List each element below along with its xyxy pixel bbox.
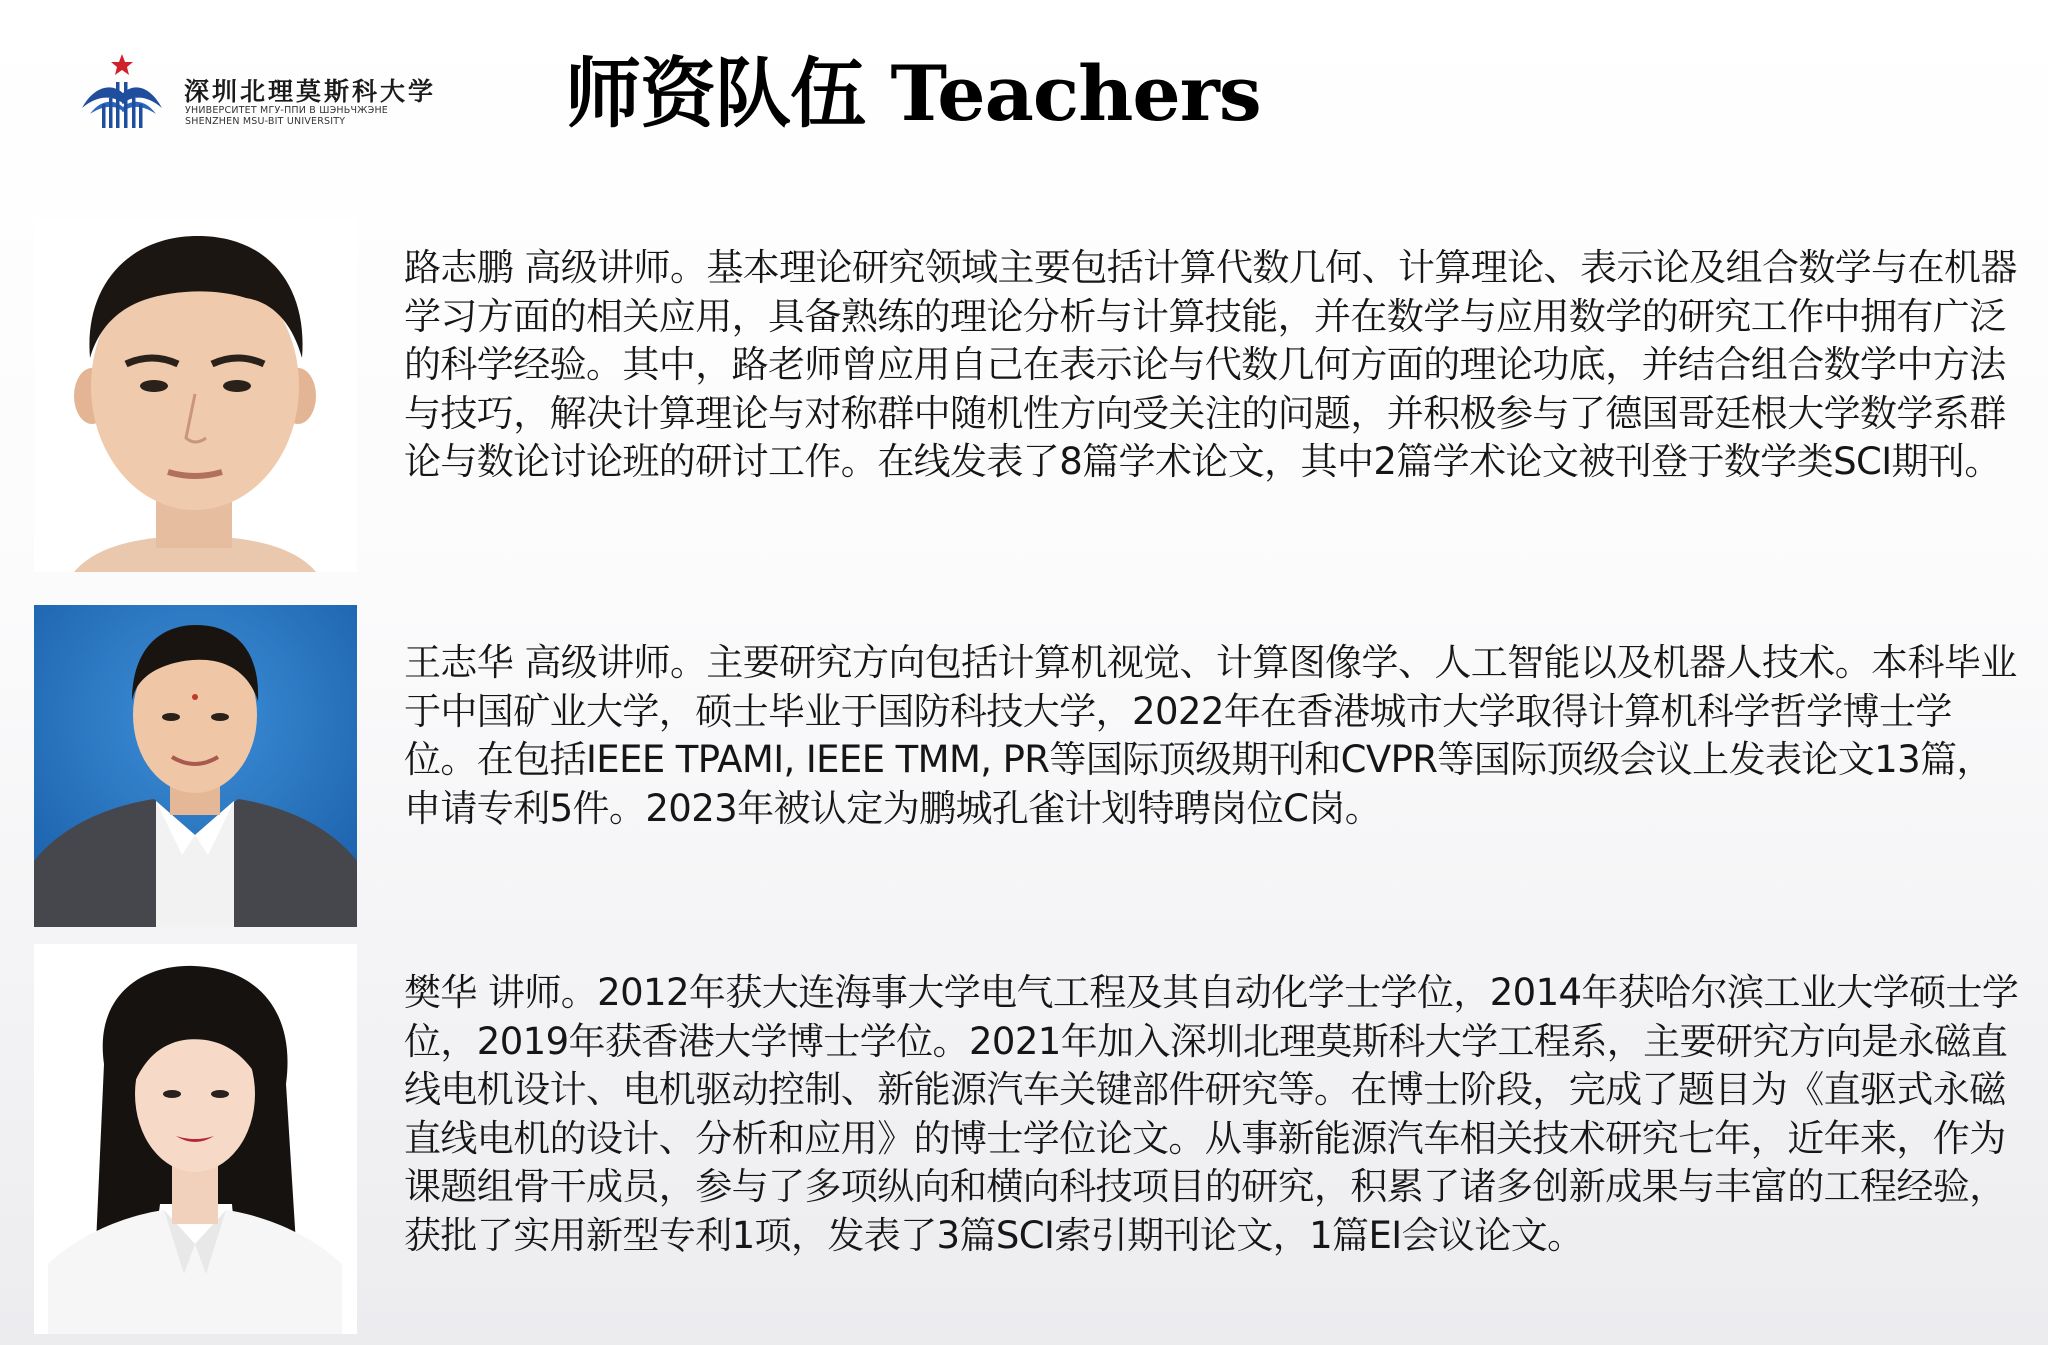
portrait-photo <box>34 605 357 927</box>
logo-name-chinese: 深圳北理莫斯科大学 <box>184 77 437 106</box>
teacher-photo <box>34 605 357 927</box>
portrait-photo <box>34 218 357 572</box>
portrait-photo <box>34 944 357 1334</box>
teacher-profile <box>34 218 2024 572</box>
teacher-photo <box>34 944 357 1334</box>
teacher-profile <box>34 944 2024 1334</box>
university-logo <box>78 52 438 132</box>
teacher-photo <box>34 218 357 572</box>
teacher-profile <box>34 605 2024 927</box>
university-emblem-icon <box>78 52 176 132</box>
page-title: 师资队伍 Teachers <box>565 49 1261 138</box>
teacher-bio: 王志华 高级讲师。主要研究方向包括计算机视觉、计算图像学、人工智能以及机器人技术。本科毕业于中国矿业大学，硕士毕业于国防科技大学，2022年在香港城市大学取得计算机科学哲学博士学位。在包括IEEE TPAMI, IEEE TMM, PR等国际顶级期刊和CVPR等国际顶级会议上发表论文13篇，申请专利5件。2023年被认定为鹏城孔雀计划特聘岗位C岗。 <box>404 641 2017 830</box>
teacher-bio: 路志鹏 高级讲师。基本理论研究领域主要包括计算代数几何、计算理论、表示论及组合数学与在机器学习方面的相关应用，具备熟练的理论分析与计算技能，并在数学与应用数学的研究工作中拥有广泛的科学经验。其中，路老师曾应用自己在表示论与代数几何方面的理论功底，并结合组合数学中方法与技巧，解决计算理论与对称群中随机性方向受关注的问题，并积极参与了德国哥廷根大学数学系群论与数论讨论班的研讨工作。在线发表了8篇学术论文，其中2篇学术论文被刊登于数学类SCI期刊。 <box>404 246 2017 483</box>
logo-name-russian: УНИВЕРСИТЕТ МГУ-ППИ В ШЭНЬЧЖЭНЕ <box>185 105 388 116</box>
teacher-bio: 樊华 讲师。2012年获大连海事大学电气工程及其自动化学士学位，2014年获哈尔滨工业大学硕士学位，2019年获香港大学博士学位。2021年加入深圳北理莫斯科大学工程系，主要研究方向是永磁直线电机设计、电机驱动控制、新能源汽车关键部件研究等。在博士阶段，完成了题目为《直驱式永磁直线电机的设计、分析和应用》的博士学位论文。从事新能源汽车相关技术研究七年，近年来，作为课题组骨干成员，参与了多项纵向和横向科技项目的研究，积累了诸多创新成果与丰富的工程经验，获批了实用新型专利1项，发表了3篇SCI索引期刊论文，1篇EI会议论文。 <box>404 971 2019 1257</box>
logo-name-english: SHENZHEN MSU-BIT UNIVERSITY <box>185 116 346 127</box>
